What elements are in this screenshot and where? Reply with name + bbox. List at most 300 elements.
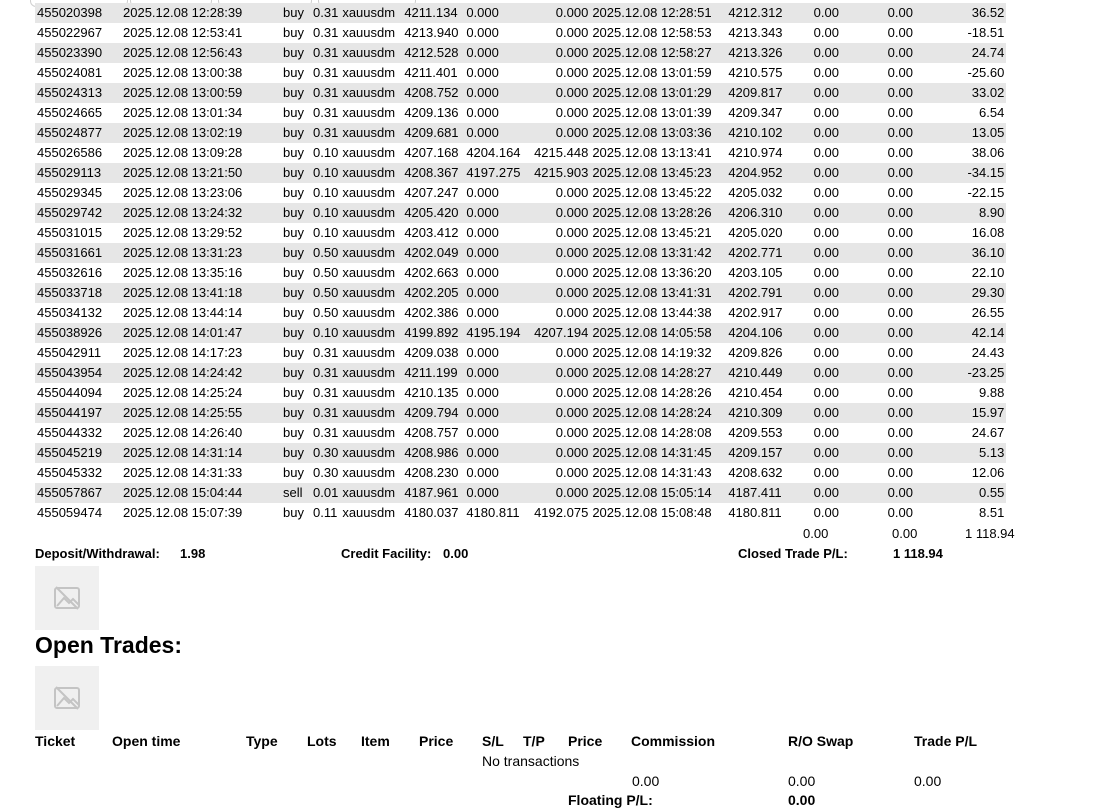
broken-image-icon: [35, 666, 99, 730]
cell-item: xauusdm: [340, 283, 402, 303]
cell-open-price: 4213.940: [404, 25, 459, 40]
cell-ticket: 455024313: [35, 83, 121, 103]
cell-open-price: 4187.961: [402, 483, 464, 503]
cell-open-time: 2025.12.08 14:24:42: [121, 363, 281, 383]
trade-row: [35, 303, 1006, 323]
cell-open-price: 4208.230: [404, 465, 459, 480]
cell-swap: 0.00: [864, 323, 936, 343]
cell-tp: 0.000: [526, 483, 590, 503]
cell-profit: 36.10: [936, 243, 1006, 263]
cell-sl: 0.000: [464, 363, 526, 383]
credit-label: Credit Facility:: [341, 546, 432, 561]
open-total-swap: 0.00: [788, 773, 816, 789]
cell-close-price: 4209.157: [726, 443, 788, 463]
cell-close-price: 4202.917: [728, 305, 783, 320]
trade-row: [35, 463, 1006, 483]
cell-commission: 0.00: [813, 385, 839, 400]
cell-open-price: 4209.681: [402, 123, 464, 143]
cell-tp: 0.000: [526, 403, 590, 423]
cell-open-price: 4209.136: [404, 105, 459, 120]
cell-swap: 0.00: [864, 363, 936, 383]
trade-row: [35, 283, 1006, 303]
cell-type: buy: [281, 3, 311, 23]
cell-close-time: 2025.12.08 12:28:51: [590, 3, 726, 23]
cell-item: xauusdm: [340, 443, 402, 463]
cell-open-price: 4208.757: [404, 425, 459, 440]
cell-swap: 0.00: [864, 163, 936, 183]
cell-sl: 0.000: [464, 203, 526, 223]
closed-pl-value: 1 118.94: [893, 546, 943, 561]
cell-profit: 42.14: [936, 323, 1006, 343]
cell-ticket: 455057867: [35, 483, 121, 503]
cell-swap: 0.00: [887, 425, 913, 440]
cell-close-time: 2025.12.08 14:28:26: [592, 385, 712, 400]
cell-item: xauusdm: [342, 385, 396, 400]
cell-close-price: 4202.771: [726, 243, 788, 263]
cell-open-price: 4211.401: [404, 65, 458, 80]
cell-close-time: 2025.12.08 13:45:23: [590, 163, 726, 183]
cell-tp: 0.000: [526, 83, 590, 103]
cell-swap: 0.00: [887, 225, 913, 240]
cell-type: buy: [281, 243, 311, 263]
cell-lots: 0.50: [311, 283, 340, 303]
cell-lots: 0.31: [313, 105, 339, 120]
cell-commission: 0.00: [788, 403, 864, 423]
cell-sl: 0.000: [466, 225, 499, 240]
cell-commission: 0.00: [813, 65, 839, 80]
trade-row: [35, 123, 1006, 143]
cell-sl: 4204.164: [466, 145, 521, 160]
cell-close-time: 2025.12.08 14:31:45: [590, 443, 726, 463]
cell-open-time: 2025.12.08 13:29:52: [123, 225, 243, 240]
cell-tp: 0.000: [555, 25, 589, 40]
cell-swap: 0.00: [864, 443, 936, 463]
cell-lots: 0.10: [311, 163, 340, 183]
floating-pl-label: Floating P/L:: [568, 792, 653, 808]
cell-lots: 0.30: [313, 465, 339, 480]
cell-profit: 24.74: [936, 43, 1006, 63]
cell-profit: 29.30: [936, 283, 1006, 303]
cell-tp: 0.000: [555, 105, 589, 120]
cell-sl: 0.000: [464, 283, 526, 303]
cell-open-price: 4203.412: [404, 225, 459, 240]
cell-item: xauusdm: [342, 345, 396, 360]
cell-open-time: 2025.12.08 14:31:14: [121, 443, 281, 463]
cell-swap: 0.00: [864, 83, 936, 103]
cell-open-price: 4211.134: [402, 3, 464, 23]
cell-profit: 15.97: [936, 403, 1006, 423]
cell-open-time: 2025.12.08 14:31:33: [123, 465, 243, 480]
cell-item: xauusdm: [342, 25, 396, 40]
cell-close-time: 2025.12.08 12:58:27: [590, 43, 726, 63]
cell-type: buy: [281, 203, 311, 223]
open-total-commission: 0.00: [632, 773, 660, 789]
trade-row: [35, 363, 1006, 383]
cell-lots: 0.31: [311, 403, 340, 423]
cell-close-price: 4210.102: [726, 123, 788, 143]
closed-trades-table: [35, 3, 1006, 523]
trade-row: [35, 403, 1006, 423]
cell-commission: 0.00: [788, 163, 864, 183]
cell-open-time: 2025.12.08 13:00:59: [121, 83, 281, 103]
cell-item: xauusdm: [342, 465, 396, 480]
cell-close-time: 2025.12.08 13:41:31: [590, 283, 726, 303]
trade-row: [35, 3, 1006, 23]
cell-commission: 0.00: [788, 3, 864, 23]
cell-tp: 0.000: [555, 185, 589, 200]
cell-swap: 0.00: [887, 465, 913, 480]
cell-open-time: 2025.12.08 14:17:23: [123, 345, 243, 360]
cell-item: xauusdm: [340, 43, 402, 63]
cell-type: buy: [281, 443, 311, 463]
cell-close-price: 4180.811: [728, 505, 782, 520]
cell-open-price: 4211.199: [402, 363, 464, 383]
cell-profit: -22.15: [967, 185, 1005, 200]
cell-item: xauusdm: [342, 305, 396, 320]
cell-swap: 0.00: [887, 385, 913, 400]
header-commission: Commission: [631, 733, 716, 749]
trade-row: [35, 203, 1006, 223]
cell-lots: 0.31: [313, 385, 339, 400]
cell-swap: 0.00: [864, 3, 936, 23]
cell-lots: 0.01: [311, 483, 340, 503]
cell-ticket: 455043954: [35, 363, 121, 383]
no-transactions-text: No transactions: [482, 753, 580, 769]
cell-item: xauusdm: [342, 265, 396, 280]
cell-profit: 8.90: [936, 203, 1006, 223]
cell-open-time: 2025.12.08 14:26:40: [123, 425, 243, 440]
cell-sl: 0.000: [464, 83, 526, 103]
trade-row: [35, 483, 1006, 503]
cell-ticket: 455020398: [35, 3, 121, 23]
cell-close-price: 4210.454: [728, 385, 783, 400]
cell-close-time: 2025.12.08 13:31:42: [590, 243, 726, 263]
cell-type: buy: [283, 225, 304, 240]
cell-open-price: 4202.049: [402, 243, 464, 263]
header-close-price: Price: [568, 733, 603, 749]
cell-tp: 0.000: [555, 305, 589, 320]
cell-type: buy: [283, 25, 304, 40]
cell-tp: 0.000: [526, 243, 590, 263]
cell-close-time: 2025.12.08 14:28:24: [590, 403, 726, 423]
cell-type: buy: [281, 83, 311, 103]
closed-pl-label: Closed Trade P/L:: [738, 546, 848, 561]
cell-close-price: 4206.310: [726, 203, 788, 223]
header-trade-pl: Trade P/L: [914, 733, 978, 749]
cell-open-price: 4205.420: [402, 203, 464, 223]
cell-profit: -18.51: [967, 25, 1005, 40]
cell-swap: 0.00: [864, 43, 936, 63]
cell-lots: 0.31: [311, 363, 340, 383]
cell-commission: 0.00: [788, 283, 864, 303]
cell-close-time: 2025.12.08 13:45:22: [592, 185, 712, 200]
cell-ticket: 455059474: [37, 505, 103, 520]
cell-close-price: 4205.032: [728, 185, 783, 200]
cell-profit: 36.52: [936, 3, 1006, 23]
trade-row: [35, 503, 1006, 523]
cell-commission: 0.00: [788, 443, 864, 463]
trade-row: [35, 443, 1006, 463]
cell-open-time: 2025.12.08 13:01:34: [123, 105, 243, 120]
cell-profit: 26.55: [971, 305, 1005, 320]
cell-close-time: 2025.12.08 15:05:14: [590, 483, 726, 503]
cell-type: buy: [281, 43, 311, 63]
cell-lots: 0.31: [311, 3, 340, 23]
cell-close-price: 4212.312: [726, 3, 788, 23]
cell-commission: 0.00: [813, 145, 839, 160]
cell-lots: 0.50: [311, 243, 340, 263]
trade-row: [35, 383, 1006, 403]
cell-ticket: 455038926: [35, 323, 121, 343]
cell-lots: 0.10: [313, 145, 339, 160]
cell-sl: 0.000: [466, 185, 499, 200]
cell-open-time: 2025.12.08 13:35:16: [123, 265, 243, 280]
cell-tp: 0.000: [555, 65, 589, 80]
broken-image-icon: [35, 566, 99, 630]
header-price: Price: [419, 733, 454, 749]
cell-open-time: 2025.12.08 12:56:43: [121, 43, 281, 63]
cell-commission: 0.00: [788, 123, 864, 143]
cell-profit: 33.02: [936, 83, 1006, 103]
cell-profit: 8.51: [979, 505, 1005, 520]
cell-profit: 22.10: [971, 265, 1005, 280]
cell-tp: 0.000: [526, 3, 590, 23]
cell-type: buy: [283, 505, 304, 520]
closed-total-swap: 0.00: [892, 526, 918, 541]
cell-close-price: 4187.411: [726, 483, 788, 503]
cell-commission: 0.00: [788, 43, 864, 63]
cell-tp: 0.000: [555, 225, 589, 240]
trade-row: [35, 23, 1006, 43]
cell-sl: 0.000: [466, 385, 499, 400]
cell-close-price: 4210.449: [726, 363, 788, 383]
cell-sl: 0.000: [466, 425, 499, 440]
cell-ticket: 455044332: [37, 425, 103, 440]
cell-open-time: 2025.12.08 14:25:55: [121, 403, 281, 423]
cell-item: xauusdm: [342, 145, 396, 160]
cell-type: buy: [281, 323, 311, 343]
header-lots: Lots: [307, 733, 337, 749]
cell-item: xauusdm: [340, 483, 402, 503]
cell-close-time: 2025.12.08 14:31:43: [592, 465, 712, 480]
cell-type: buy: [283, 345, 304, 360]
cell-open-price: 4210.135: [404, 385, 459, 400]
cell-type: buy: [283, 465, 304, 480]
cell-tp: 0.000: [526, 363, 590, 383]
cell-close-price: 4203.105: [728, 265, 783, 280]
cell-commission: 0.00: [813, 185, 839, 200]
cell-sl: 0.000: [464, 403, 526, 423]
cell-open-price: 4202.663: [404, 265, 459, 280]
cell-item: xauusdm: [340, 403, 402, 423]
cell-ticket: 455022967: [37, 25, 103, 40]
cell-close-price: 4204.952: [726, 163, 788, 183]
cell-sl: 4197.275: [464, 163, 526, 183]
cell-sl: 0.000: [464, 443, 526, 463]
cell-type: buy: [281, 123, 311, 143]
cell-commission: 0.00: [788, 203, 864, 223]
cell-open-price: 4180.037: [404, 505, 459, 520]
cell-sl: 0.000: [464, 3, 526, 23]
cell-lots: 0.10: [311, 203, 340, 223]
cell-lots: 0.31: [313, 425, 339, 440]
cell-type: buy: [283, 425, 304, 440]
cell-swap: 0.00: [864, 403, 936, 423]
cell-swap: 0.00: [887, 185, 913, 200]
cell-close-time: 2025.12.08 13:01:59: [592, 65, 712, 80]
trade-row: [35, 183, 1006, 203]
cell-open-price: 4202.205: [402, 283, 464, 303]
cell-tp: 0.000: [555, 425, 589, 440]
header-tp: T/P: [523, 733, 545, 749]
cell-open-time: 2025.12.08 14:25:24: [123, 385, 243, 400]
cell-open-time: 2025.12.08 13:31:23: [121, 243, 281, 263]
cell-type: buy: [283, 305, 304, 320]
cell-swap: 0.00: [864, 203, 936, 223]
cell-open-time: 2025.12.08 12:28:39: [121, 3, 281, 23]
cell-commission: 0.00: [813, 425, 839, 440]
cell-sl: 4195.194: [464, 323, 526, 343]
cell-tp: 0.000: [526, 203, 590, 223]
cell-item: xauusdm: [340, 83, 402, 103]
cell-type: buy: [283, 265, 304, 280]
cell-close-time: 2025.12.08 13:36:20: [592, 265, 712, 280]
cell-close-time: 2025.12.08 14:05:58: [590, 323, 726, 343]
cell-close-time: 2025.12.08 13:01:39: [592, 105, 712, 120]
floating-pl-value: 0.00: [788, 792, 816, 808]
cell-ticket: 455031661: [35, 243, 121, 263]
trade-row: [35, 63, 1006, 83]
cell-profit: 5.13: [936, 443, 1006, 463]
cell-ticket: 455024877: [35, 123, 121, 143]
cell-swap: 0.00: [864, 243, 936, 263]
cell-open-time: 2025.12.08 13:00:38: [123, 65, 243, 80]
cell-sl: 0.000: [464, 43, 526, 63]
cell-open-price: 4208.752: [402, 83, 464, 103]
cell-type: buy: [283, 65, 304, 80]
cell-type: buy: [281, 403, 311, 423]
trade-row: [35, 143, 1006, 163]
cell-open-time: 2025.12.08 13:23:06: [123, 185, 243, 200]
cell-sl: 0.000: [466, 345, 499, 360]
cell-ticket: 455029113: [35, 163, 121, 183]
cell-profit: -23.25: [936, 363, 1006, 383]
cell-profit: 6.54: [979, 105, 1005, 120]
cell-type: sell: [281, 483, 311, 503]
cell-item: xauusdm: [340, 163, 402, 183]
cell-open-time: 2025.12.08 15:04:44: [121, 483, 281, 503]
open-trades-title: Open Trades:: [35, 632, 182, 658]
cell-sl: 4180.811: [466, 505, 520, 520]
cell-swap: 0.00: [887, 505, 913, 520]
cell-open-time: 2025.12.08 13:24:32: [121, 203, 281, 223]
cell-open-time: 2025.12.08 13:09:28: [123, 145, 243, 160]
cell-commission: 0.00: [813, 265, 839, 280]
cell-sl: 0.000: [466, 65, 499, 80]
cell-profit: 13.05: [936, 123, 1006, 143]
cell-open-price: 4202.386: [404, 305, 459, 320]
cell-tp: 0.000: [555, 385, 589, 400]
cell-item: xauusdm: [340, 243, 402, 263]
cell-tp: 0.000: [555, 345, 589, 360]
cell-profit: 9.88: [979, 385, 1005, 400]
cell-tp: 4215.903: [526, 163, 590, 183]
cell-sl: 0.000: [464, 483, 526, 503]
cell-commission: 0.00: [788, 363, 864, 383]
cell-open-price: 4207.168: [404, 145, 459, 160]
cell-item: xauusdm: [342, 185, 396, 200]
header-swap: R/O Swap: [788, 733, 854, 749]
cell-ticket: 455032616: [37, 265, 103, 280]
cell-item: xauusdm: [342, 425, 396, 440]
cell-close-price: 4213.326: [726, 43, 788, 63]
cell-close-price: 4205.020: [728, 225, 783, 240]
cell-ticket: 455044197: [35, 403, 121, 423]
cell-lots: 0.31: [313, 25, 339, 40]
cell-commission: 0.00: [813, 25, 839, 40]
cell-swap: 0.00: [887, 145, 913, 160]
closed-total-profit: 1 118.94: [965, 526, 1015, 541]
cell-tp: 0.000: [526, 43, 590, 63]
cell-sl: 0.000: [464, 123, 526, 143]
cell-profit: 24.43: [971, 345, 1005, 360]
trade-row: [35, 323, 1006, 343]
cell-commission: 0.00: [788, 323, 864, 343]
cell-tp: 0.000: [526, 443, 590, 463]
cell-lots: 0.31: [311, 123, 340, 143]
cell-open-time: 2025.12.08 13:44:14: [123, 305, 243, 320]
cell-lots: 0.31: [313, 65, 339, 80]
cell-type: buy: [283, 385, 304, 400]
cell-ticket: 455029345: [37, 185, 103, 200]
cell-swap: 0.00: [887, 65, 913, 80]
cell-item: xauusdm: [342, 65, 396, 80]
cell-lots: 0.50: [313, 265, 339, 280]
cell-lots: 0.31: [311, 43, 340, 63]
cell-swap: 0.00: [864, 283, 936, 303]
cell-ticket: 455042911: [37, 345, 102, 360]
cell-close-price: 4209.826: [728, 345, 783, 360]
cell-open-price: 4199.892: [402, 323, 464, 343]
cell-profit: 12.06: [971, 465, 1005, 480]
cell-item: xauusdm: [342, 105, 396, 120]
cell-commission: 0.00: [788, 83, 864, 103]
cell-open-price: 4209.794: [402, 403, 464, 423]
cell-lots: 0.11: [313, 505, 338, 520]
cell-tp: 0.000: [555, 265, 589, 280]
cell-profit: -34.15: [936, 163, 1006, 183]
cell-type: buy: [281, 163, 311, 183]
credit-value: 0.00: [443, 546, 469, 561]
cell-swap: 0.00: [887, 305, 913, 320]
cell-open-time: 2025.12.08 12:53:41: [123, 25, 243, 40]
cell-close-time: 2025.12.08 14:28:27: [590, 363, 726, 383]
cell-profit: 38.06: [971, 145, 1005, 160]
cell-lots: 0.31: [313, 345, 339, 360]
trade-row: [35, 103, 1006, 123]
cell-sl: 0.000: [466, 25, 499, 40]
header-item: Item: [361, 733, 390, 749]
cell-close-time: 2025.12.08 12:58:53: [592, 25, 712, 40]
cell-sl: 0.000: [466, 465, 499, 480]
cell-type: buy: [281, 363, 311, 383]
cell-open-price: 4212.528: [402, 43, 464, 63]
closed-total-commission: 0.00: [803, 526, 829, 541]
trade-row: [35, 83, 1006, 103]
cell-profit: -25.60: [967, 65, 1005, 80]
cell-tp: 0.000: [555, 465, 589, 480]
cell-close-price: 4210.575: [728, 65, 783, 80]
